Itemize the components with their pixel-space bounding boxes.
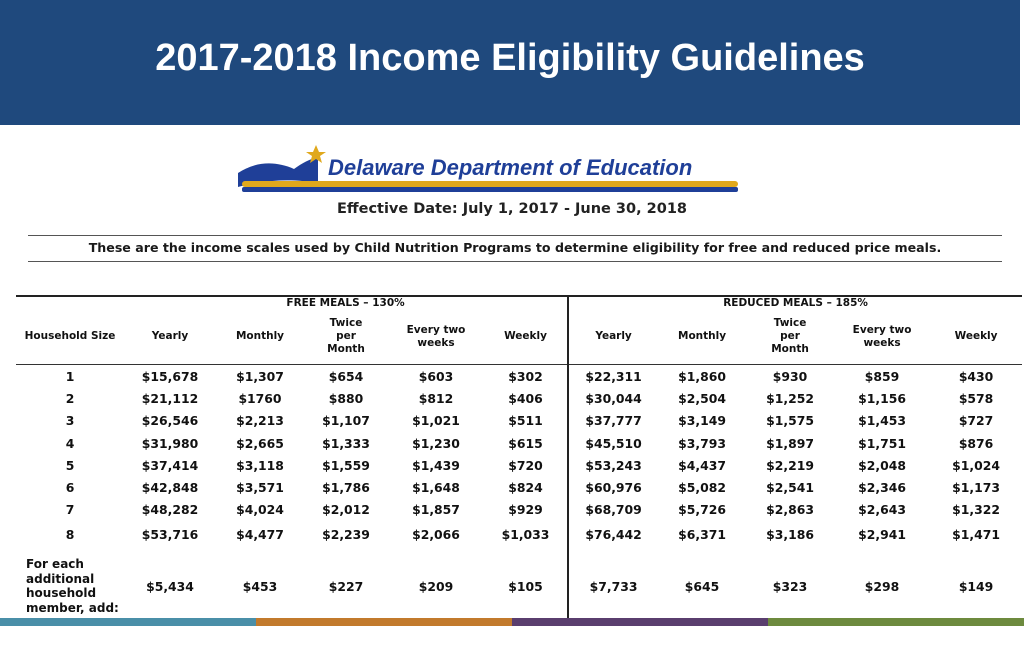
table-row xyxy=(16,521,1022,547)
additional-free-monthly: $453 xyxy=(242,578,278,594)
free-value-cell: $1,033 xyxy=(484,521,568,547)
household-size-cell: 1 xyxy=(65,368,75,384)
free-value-cell: $1,307 xyxy=(236,368,284,384)
footer-color-bar xyxy=(0,618,1024,626)
reduced-value-cell: $22,311 xyxy=(585,368,642,384)
table-row xyxy=(16,476,1022,498)
footer-segment xyxy=(256,618,512,626)
free-value-cell: $603 xyxy=(418,368,454,384)
additional-free-every-two-weeks: $209 xyxy=(418,578,454,594)
free-value-cell: $2,066 xyxy=(412,526,460,542)
col-reduced-yearly: Yearly xyxy=(568,309,658,365)
free-value-cell: $15,678 xyxy=(141,368,199,384)
free-value-cell: $4,477 xyxy=(236,526,284,542)
reduced-value-cell: $1,453 xyxy=(858,413,906,429)
household-size-cell: 6 xyxy=(65,480,75,496)
free-value-cell: $720 xyxy=(484,454,568,476)
table-row xyxy=(16,432,1022,454)
reduced-value-cell: $2,541 xyxy=(766,480,814,496)
footer-segment xyxy=(512,618,768,626)
free-value-cell: $42,848 xyxy=(141,480,199,496)
reduced-value-cell: $76,442 xyxy=(585,526,642,542)
table-row xyxy=(16,454,1022,476)
additional-reduced-weekly: $149 xyxy=(958,578,994,594)
reduced-value-cell: $53,243 xyxy=(585,457,642,473)
reduced-value-cell: $1,156 xyxy=(858,390,906,406)
reduced-value-cell: $2,346 xyxy=(858,480,906,496)
reduced-value-cell: $1,024 xyxy=(952,457,1000,473)
col-free-twice-per-month: Twice per Month xyxy=(304,309,388,365)
free-value-cell: $37,414 xyxy=(141,457,199,473)
free-value-cell: $2,665 xyxy=(236,435,284,451)
reduced-value-cell: $2,863 xyxy=(766,502,814,518)
logo-underline-blue xyxy=(242,187,738,192)
free-value-cell: $1,559 xyxy=(322,457,370,473)
additional-reduced-twice-per-month: $323 xyxy=(772,578,808,594)
reduced-value-cell: $1,751 xyxy=(858,435,906,451)
reduced-value-cell: $859 xyxy=(864,368,900,384)
reduced-value-cell: $2,219 xyxy=(766,457,814,473)
free-value-cell: $511 xyxy=(484,410,568,432)
col-household-size: Household Size xyxy=(16,309,124,365)
household-size-cell: 3 xyxy=(65,413,75,429)
eligibility-table xyxy=(16,295,1022,625)
page-title: 2017-2018 Income Eligibility Guidelines xyxy=(155,37,865,79)
col-reduced-weekly: Weekly xyxy=(930,309,1022,365)
reduced-value-cell: $45,510 xyxy=(585,435,642,451)
free-value-cell: $2,239 xyxy=(322,526,370,542)
free-value-cell: $615 xyxy=(484,432,568,454)
reduced-value-cell: $6,371 xyxy=(678,526,726,542)
reduced-value-cell: $3,149 xyxy=(678,413,726,429)
free-value-cell: $302 xyxy=(484,365,568,388)
free-value-cell: $4,024 xyxy=(236,502,284,518)
free-value-cell: $3,118 xyxy=(236,457,284,473)
free-value-cell: $1,021 xyxy=(412,413,460,429)
additional-free-twice-per-month: $227 xyxy=(328,578,364,594)
table-row xyxy=(16,410,1022,432)
free-value-cell: $2,012 xyxy=(322,502,370,518)
reduced-value-cell: $1,322 xyxy=(952,502,1000,518)
col-reduced-monthly: Monthly xyxy=(658,309,746,365)
free-value-cell: $824 xyxy=(484,476,568,498)
household-size-cell: 8 xyxy=(65,526,75,542)
free-value-cell: $1,439 xyxy=(412,457,460,473)
reduced-value-cell: $930 xyxy=(772,368,808,384)
free-value-cell: $929 xyxy=(484,499,568,521)
footer-segment xyxy=(0,618,256,626)
free-value-cell: $1,857 xyxy=(412,502,460,518)
table-row xyxy=(16,387,1022,409)
reduced-value-cell: $1,173 xyxy=(952,480,1000,496)
reduced-value-cell: $5,726 xyxy=(678,502,726,518)
additional-reduced-monthly: $645 xyxy=(684,578,720,594)
additional-reduced-every-two-weeks: $298 xyxy=(864,578,900,594)
free-value-cell: $2,213 xyxy=(236,413,284,429)
free-value-cell: $654 xyxy=(328,368,364,384)
reduced-value-cell: $1,860 xyxy=(678,368,726,384)
free-value-cell: $1,786 xyxy=(322,480,370,496)
reduced-value-cell: $68,709 xyxy=(585,502,642,518)
divider-bottom xyxy=(28,261,1002,262)
household-size-cell: 2 xyxy=(65,390,75,406)
footer-segment xyxy=(768,618,1024,626)
reduced-value-cell: $1,897 xyxy=(766,435,814,451)
reduced-value-cell: $2,504 xyxy=(678,390,726,406)
reduced-value-cell: $2,941 xyxy=(858,526,906,542)
reduced-value-cell: $1,575 xyxy=(766,413,814,429)
free-value-cell: $1,648 xyxy=(412,480,460,496)
free-value-cell: $31,980 xyxy=(141,435,199,451)
reduced-value-cell: $876 xyxy=(958,435,994,451)
household-size-cell: 4 xyxy=(65,435,75,451)
free-value-cell: $26,546 xyxy=(141,413,199,429)
reduced-value-cell: $60,976 xyxy=(585,480,642,496)
title-banner xyxy=(0,0,1020,125)
reduced-meals-header: REDUCED MEALS – 185% xyxy=(568,296,1022,309)
free-value-cell: $812 xyxy=(418,390,454,406)
table-row xyxy=(16,499,1022,521)
reduced-value-cell: $4,437 xyxy=(678,457,726,473)
household-size-cell: 5 xyxy=(65,457,75,473)
logo-underline-gold xyxy=(242,181,738,187)
col-reduced-every-two-weeks: Every two weeks xyxy=(834,309,930,365)
additional-free-weekly: $105 xyxy=(484,547,568,625)
free-value-cell: $1,107 xyxy=(322,413,370,429)
additional-member-label: For each additional household member, add: xyxy=(26,557,119,615)
additional-reduced-yearly: $7,733 xyxy=(589,578,638,594)
reduced-value-cell: $3,793 xyxy=(678,435,726,451)
reduced-value-cell: $30,044 xyxy=(585,390,642,406)
free-value-cell: $880 xyxy=(328,390,364,406)
household-size-cell: 7 xyxy=(65,502,75,518)
additional-free-yearly: $5,434 xyxy=(146,578,194,594)
reduced-value-cell: $727 xyxy=(958,413,994,429)
organization-name: Delaware Department of Education xyxy=(328,155,693,180)
reduced-value-cell: $1,471 xyxy=(952,526,1000,542)
reduced-value-cell: $578 xyxy=(958,390,994,406)
free-value-cell: $3,571 xyxy=(236,480,284,496)
description-text: These are the income scales used by Child Nutrition Programs to determine eligibility for free and reduced price meals. xyxy=(88,240,942,255)
free-value-cell: $406 xyxy=(484,387,568,409)
reduced-value-cell: $3,186 xyxy=(766,526,814,542)
reduced-value-cell: $5,082 xyxy=(678,480,726,496)
col-free-every-two-weeks: Every two weeks xyxy=(388,309,484,365)
free-value-cell: $1760 xyxy=(238,390,282,406)
free-meals-header: FREE MEALS – 130% xyxy=(124,296,568,309)
free-value-cell: $48,282 xyxy=(141,502,199,518)
free-value-cell: $53,716 xyxy=(141,526,199,542)
reduced-value-cell: $1,252 xyxy=(766,390,814,406)
effective-date: Effective Date: July 1, 2017 - June 30, 2018 xyxy=(336,201,688,217)
divider-top xyxy=(28,235,1002,236)
free-value-cell: $21,112 xyxy=(141,390,199,406)
table-row xyxy=(16,365,1022,388)
free-value-cell: $1,230 xyxy=(412,435,460,451)
reduced-value-cell: $2,643 xyxy=(858,502,906,518)
free-value-cell: $1,333 xyxy=(322,435,370,451)
col-free-monthly: Monthly xyxy=(216,309,304,365)
reduced-value-cell: $430 xyxy=(958,368,994,384)
reduced-value-cell: $2,048 xyxy=(858,457,906,473)
reduced-value-cell: $37,777 xyxy=(585,413,642,429)
col-free-yearly: Yearly xyxy=(124,309,216,365)
col-reduced-twice-per-month: Twice per Month xyxy=(746,309,834,365)
col-free-weekly: Weekly xyxy=(484,309,568,365)
